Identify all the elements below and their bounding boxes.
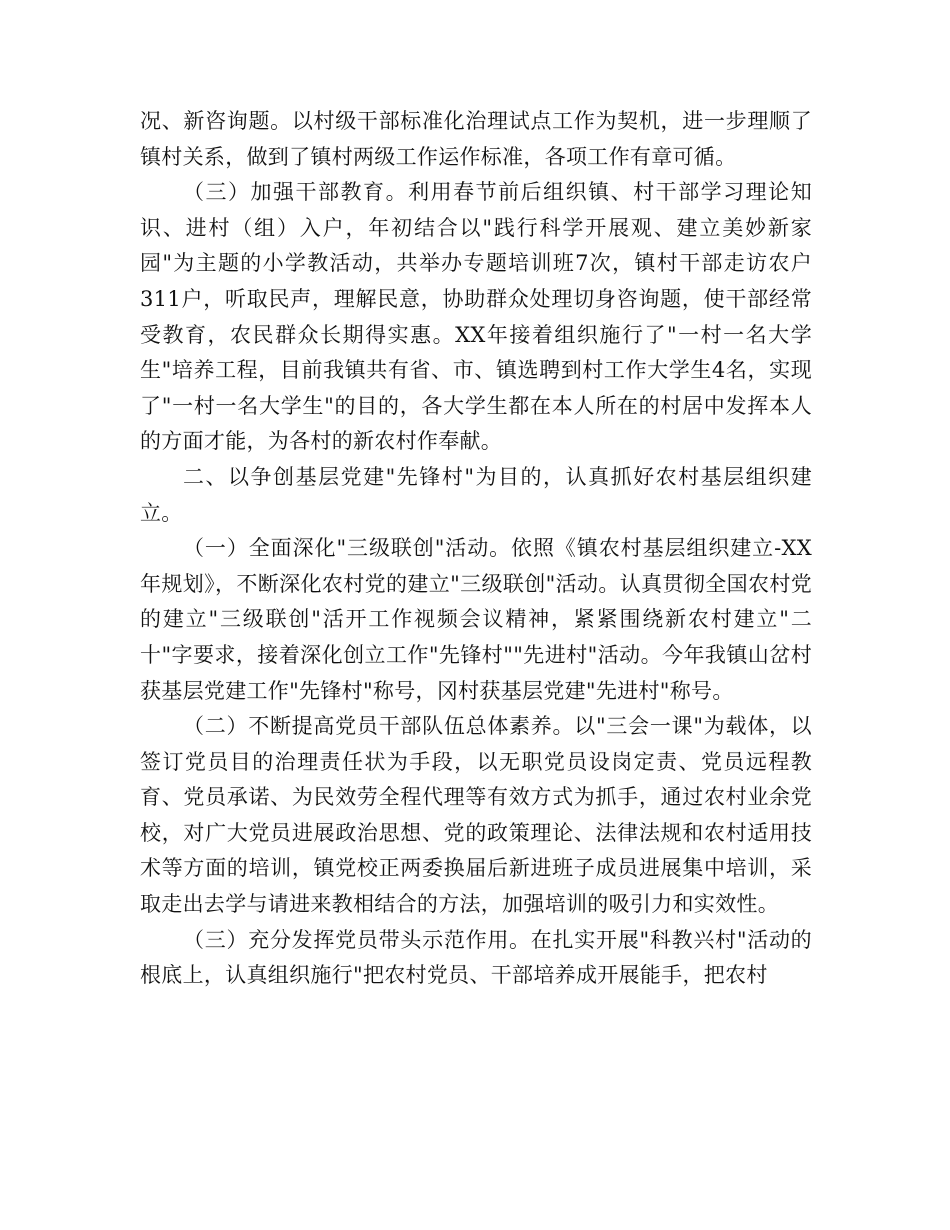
paragraph-4: （一）全面深化"三级联创"活动。依照《镇农村基层组织建立-XX年规划》，不断深化农村党的建立"三级联创"活动。认真贯彻全国农村党的建立"三级联创"活开工作视频会议精神，紧紧围绕新农村建立"二十"字要求，接着深化创立工作"先锋村""先进村"活动。今年我镇山岔村获基层党建工作"先锋村"称号，冈村获基层党建"先进村"称号。 [140,536,812,703]
document-page [140,104,812,994]
paragraph-3: 二、以争创基层党建"先锋村"为目的，认真抓好农村基层组织建立。 [140,464,812,525]
paragraph-5: （二）不断提高党员干部队伍总体素养。以"三会一课"为载体，以签订党员目的治理责任状为手段，以无职党员设岗定责、党员远程教育、党员承诺、为民效劳全程代理等有效方式为抓手，通过农村业余党校，对广大党员进展政治思想、党的政策理论、法律法规和农村适用技术等方面的培训，镇党校正两委换届后新进班子成员进展集中培训，采取走出去学与请进来教相结合的方法，加强培训的吸引力和实效性。 [140,714,812,917]
paragraph-2: （三）加强干部教育。利用春节前后组织镇、村干部学习理论知识、进村（组）入户，年初结合以"践行科学开展观、建立美妙新家园"为主题的小学教活动，共举办专题培训班7次，镇村干部走访农户311户，听取民声，理解民意，协助群众处理切身咨询题，使干部经常受教育，农民群众长期得实惠。XX年接着组织施行了"一村一名大学生"培养工程，目前我镇共有省、市、镇选聘到村工作大学生4名，实现了"一村一名大学生"的目的，各大学生都在本人所在的村居中发挥本人的方面才能，为各村的新农村作奉献。 [140,180,812,454]
paragraph-6: （三）充分发挥党员带头示范作用。在扎实开展"科教兴村"活动的根底上，认真组织施行"把农村党员、干部培养成开展能手，把农村 [140,927,812,988]
paragraph-1: 况、新咨询题。以村级干部标准化治理试点工作为契机，进一步理顺了镇村关系，做到了镇村两级工作运作标准，各项工作有章可循。 [140,109,812,169]
